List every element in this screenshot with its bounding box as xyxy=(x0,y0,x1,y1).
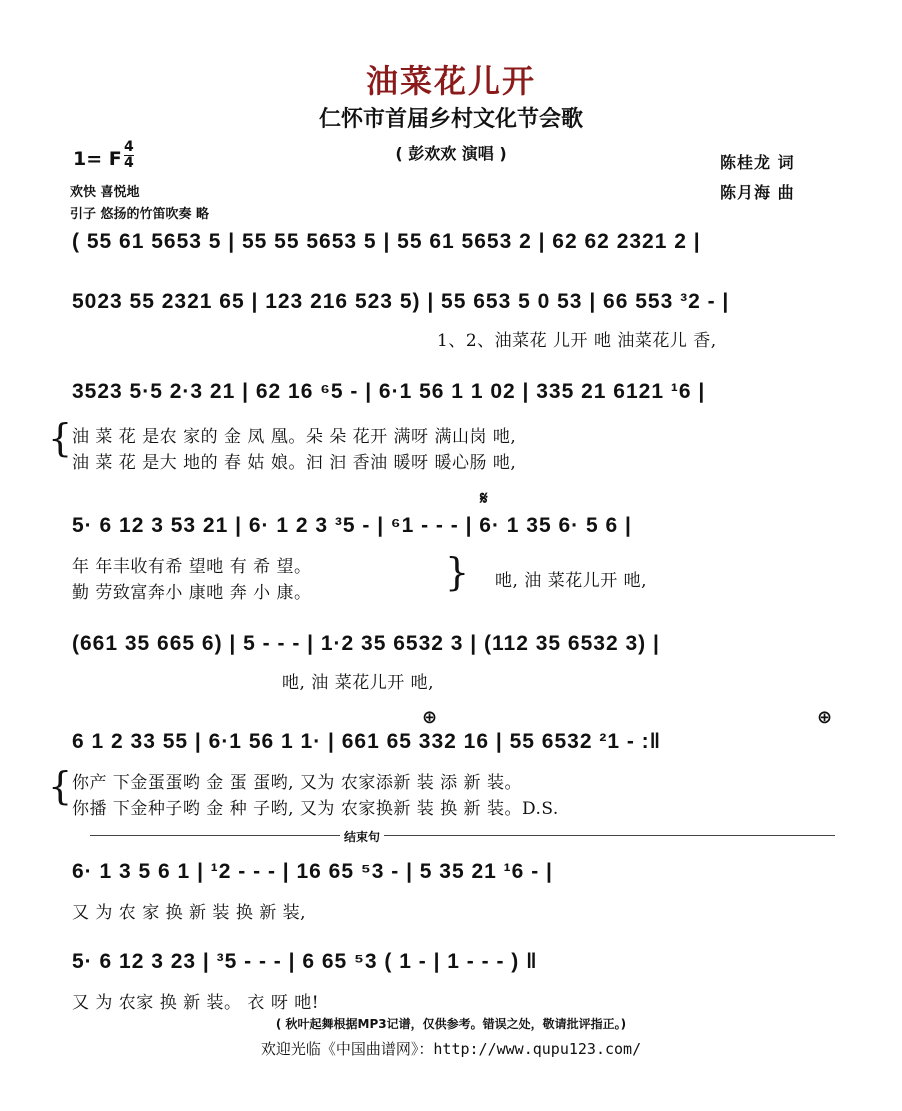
lyric-line-8: 又 为 农家 换 新 装。 衣 呀 吔! xyxy=(72,993,320,1013)
lyric-line-5: 吔, 油 菜花儿开 吔, xyxy=(282,673,435,693)
tempo-marking: 欢快 喜悦地 xyxy=(70,185,140,200)
lyric-line-6b: 你播 下金种子哟 金 种 子哟, 又为 农家换新 装 换 新 装。D.S. xyxy=(72,799,559,819)
lyric-line-4b: 勤 劳致富奔小 康吔 奔 小 康。 xyxy=(72,583,312,603)
song-title: 油菜花儿开 xyxy=(365,62,536,100)
time-signature-bottom: 4 xyxy=(124,155,134,171)
song-subtitle: 仁怀市首届乡村文化节会歌 xyxy=(318,107,583,132)
time-signature-top: 4 xyxy=(124,139,134,155)
score-line-6: 6 1 2 33 55 | 6·1 56 1 1· | 661 65 332 16 | 55 6532 ²1 - :‖ xyxy=(72,730,662,753)
coda-icon-end: ⊕ xyxy=(817,707,833,728)
score-line-8: 5· 6 12 3 23 | ³5 - - - | 6 65 ⁵3 ( 1 - | 1 - - - ) ‖ xyxy=(72,950,538,973)
lyric-line-6a: 你产 下金蛋蛋哟 金 蛋 蛋哟, 又为 农家添新 装 添 新 装。 xyxy=(72,773,522,793)
lyric-line-7: 又 为 农 家 换 新 装 换 新 装, xyxy=(72,903,307,923)
performer: ( 彭欢欢 演唱 ) xyxy=(395,144,507,163)
transcription-note: ( 秋叶起舞根据MP3记谱，仅供参考。错误之处，敬请批评指正。) xyxy=(275,1017,627,1031)
score-line-5: (661 35 665 6) | 5 - - - | 1·2 35 6532 3 | (112 35 6532 3) | xyxy=(72,632,660,655)
verse-brace-icon-2: { xyxy=(48,764,73,808)
score-line-1: ( 55 61 5653 5 | 55 55 5653 5 | 55 61 5653 2 | 62 62 2321 2 | xyxy=(72,230,701,253)
footer-welcome-text: 欢迎光临《中国曲谱网》： xyxy=(260,1040,434,1058)
verse-close-brace-icon: } xyxy=(445,550,470,594)
score-line-7: 6· 1 3 5 6 1 | ¹2 - - - | 16 65 ⁵3 - | 5 35 21 ¹6 - | xyxy=(72,860,553,883)
ending-label: 结束句 xyxy=(340,828,384,845)
key-signature: 1= F xyxy=(73,148,122,170)
score-line-2: 5023 55 2321 65 | 123 216 523 5) | 55 653 5 0 53 | 66 553 ³2 - | xyxy=(72,290,730,313)
lyric-line-3a: 油 菜 花 是农 家的 金 凤 凰。朵 朵 花开 满呀 满山岗 吔, xyxy=(72,427,517,447)
lyric-line-3b: 油 菜 花 是大 地的 春 姑 娘。汩 汩 香油 暖呀 暖心肠 吔, xyxy=(72,453,517,473)
intro-note: 引子 悠扬的竹笛吹奏 略 xyxy=(70,207,210,222)
lyric-line-4c: 吔, 油 菜花儿开 吔, xyxy=(495,571,648,591)
lyric-line-2: 1、2、油菜花 儿开 吔 油菜花儿 香, xyxy=(437,331,717,351)
ending-divider xyxy=(90,835,835,836)
footer-url-link[interactable]: http://www.qupu123.com/ xyxy=(433,1040,642,1058)
score-line-4: 5· 6 12 3 53 21 | 6· 1 2 3 ³5 - | ⁶1 - - - | 6· 1 35 6· 5 6 | xyxy=(72,514,632,537)
segno-icon: 𝄋 xyxy=(480,488,488,509)
coda-icon: ⊕ xyxy=(422,707,438,728)
lyric-line-4a: 年 年丰收有希 望吔 有 希 望。 xyxy=(72,557,312,577)
composer-credit: 陈月海 曲 xyxy=(720,183,795,202)
score-line-3: 3523 5·5 2·3 21 | 62 16 ⁶5 - | 6·1 56 1 1 02 | 335 21 6121 ¹6 | xyxy=(72,380,706,403)
footer-welcome xyxy=(0,1038,902,1059)
lyricist-credit: 陈桂龙 词 xyxy=(720,153,795,172)
time-signature xyxy=(124,140,134,171)
verse-brace-icon: { xyxy=(48,416,73,460)
